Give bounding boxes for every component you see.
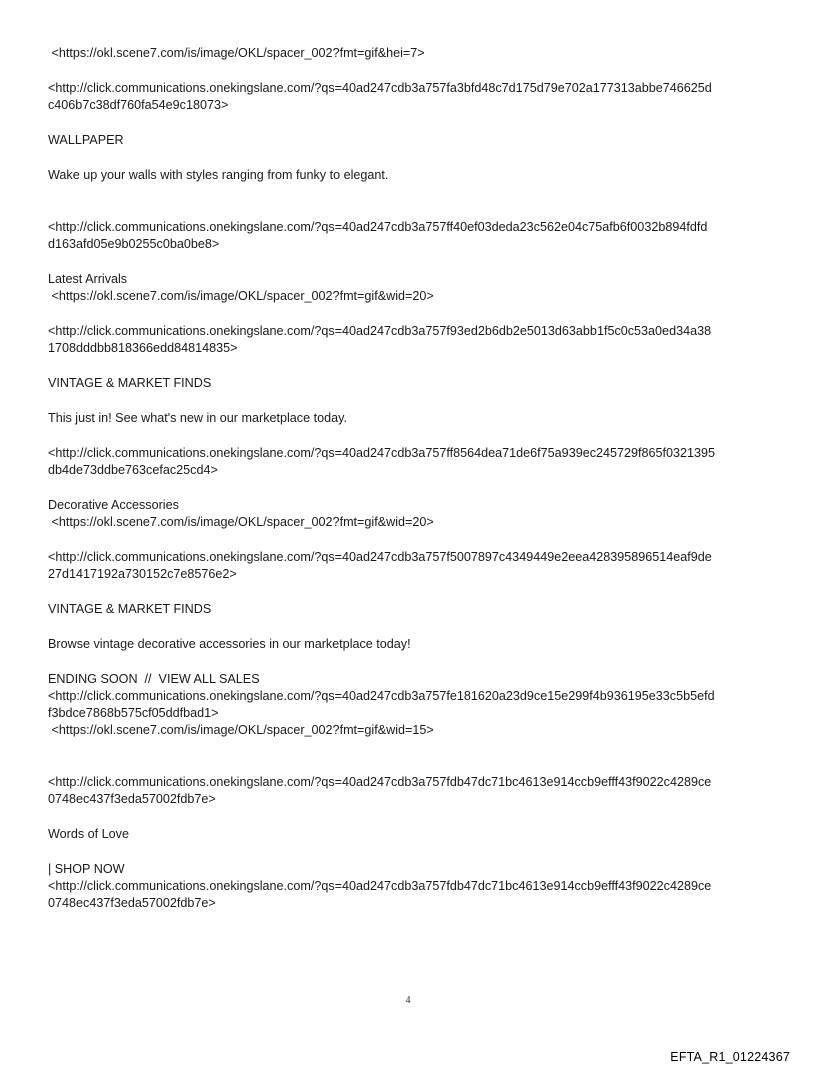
page-number: 4: [405, 995, 411, 1006]
ending-soon-block: ENDING SOON // VIEW ALL SALES <http://click.communications.onekingslane.com/?qs=40ad247cdb3a757fe181620a23d9ce15e299f4b936195e33c5b5efd f3bdce7868b575cf05ddfbad1> <https://okl.scene7.com/is/image/OKL/spacer_002?fmt=gif&wid=15>: [48, 672, 715, 737]
section-heading-vintage-market-finds: VINTAGE & MARKET FINDS: [48, 376, 212, 390]
section-heading-vintage-market-finds: VINTAGE & MARKET FINDS: [48, 602, 212, 616]
section-heading-words-of-love: Words of Love: [48, 827, 129, 841]
document-body: [48, 45, 776, 912]
tracking-link: <http://click.communications.onekingslane.com/?qs=40ad247cdb3a757f5007897c4349449e2eea428395896514eaf9de 27d1417192a730152c7e8576e2>: [48, 550, 712, 581]
latest-arrivals-block: Latest Arrivals <https://okl.scene7.com/is/image/OKL/spacer_002?fmt=gif&wid=20>: [48, 272, 434, 303]
tracking-link: <http://click.communications.onekingslane.com/?qs=40ad247cdb3a757ff8564dea71de6f75a939ec245729f865f0321395 db4de73ddbe763cefac25cd4>: [48, 446, 716, 477]
wallpaper-description: Wake up your walls with styles ranging from funky to elegant.: [48, 168, 389, 182]
document-id-stamp: EFTA_R1_01224367: [670, 1050, 790, 1064]
vintage-accessories-description: Browse vintage decorative accessories in our marketplace today!: [48, 637, 411, 651]
marketplace-description: This just in! See what's new in our marketplace today.: [48, 411, 347, 425]
tracking-link: <http://click.communications.onekingslane.com/?qs=40ad247cdb3a757ff40ef03deda23c562e04c75afb6f0032b894fdfd d163afd05e9b0255c0ba0be8>: [48, 220, 708, 251]
tracking-link: <http://click.communications.onekingslane.com/?qs=40ad247cdb3a757f93ed2b6db2e5013d63abb1f5c0c53a0ed34a38 1708dddbb818366edd84814835>: [48, 324, 712, 355]
section-heading-wallpaper: WALLPAPER: [48, 133, 124, 147]
tracking-link: <http://click.communications.onekingslane.com/?qs=40ad247cdb3a757fa3bfd48c7d175d79e702a177313abbe746625d c406b7c38df760fa54e9c18073>: [48, 81, 712, 112]
tracking-link: <http://click.communications.onekingslane.com/?qs=40ad247cdb3a757fdb47dc71bc4613e914ccb9efff43f9022c4289ce 0748ec437f3eda57002fdb7e>: [48, 775, 712, 806]
decorative-accessories-block: Decorative Accessories <https://okl.scene7.com/is/image/OKL/spacer_002?fmt=gif&wid=20>: [48, 498, 434, 529]
shop-now-block: | SHOP NOW <http://click.communications.onekingslane.com/?qs=40ad247cdb3a757fdb47dc71bc4613e914ccb9efff43f9022c4289ce 0748ec437f3eda57002fdb7e>: [48, 862, 712, 910]
spacer-image-link-hei7: <https://okl.scene7.com/is/image/OKL/spacer_002?fmt=gif&hei=7>: [48, 46, 425, 60]
